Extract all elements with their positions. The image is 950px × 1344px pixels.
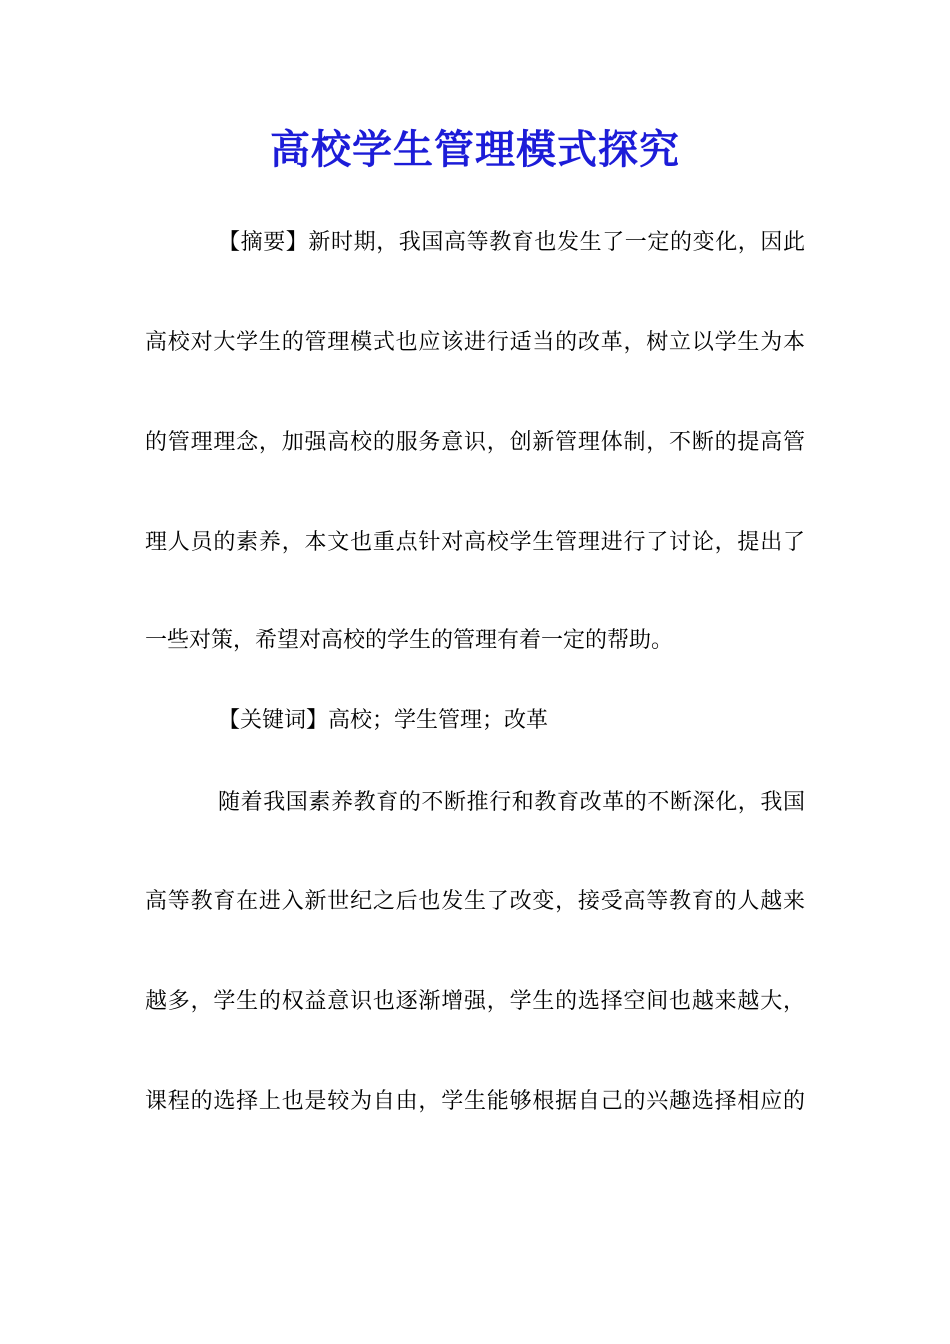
body-line-1: 随着我国素养教育的不断推行和教育改革的不断深化，我国: [218, 790, 805, 815]
body-line-4: 课程的选择上也是较为自由，学生能够根据自己的兴趣选择相应的: [145, 1089, 805, 1114]
abstract-line-4: 理人员的素养，本文也重点针对高校学生管理进行了讨论，提出了: [145, 530, 805, 555]
abstract-line-3: 的管理理念，加强高校的服务意识，创新管理体制，不断的提高管: [145, 430, 805, 455]
abstract-line-2: 高校对大学生的管理模式也应该进行适当的改革，树立以学生为本: [145, 330, 805, 355]
body-line-3: 越多，学生的权益意识也逐渐增强，学生的选择空间也越来越大，: [145, 989, 805, 1014]
abstract-line-1: 【摘要】新时期，我国高等教育也发生了一定的变化，因此: [218, 230, 805, 255]
body-line-2: 高等教育在进入新世纪之后也发生了改变，接受高等教育的人越来: [145, 889, 805, 914]
keywords-line: 【关键词】高校；学生管理；改革: [218, 708, 549, 733]
document-title: 高校学生管理模式探究: [270, 126, 680, 173]
abstract-line-5: 一些对策，希望对高校的学生的管理有着一定的帮助。: [145, 628, 674, 653]
